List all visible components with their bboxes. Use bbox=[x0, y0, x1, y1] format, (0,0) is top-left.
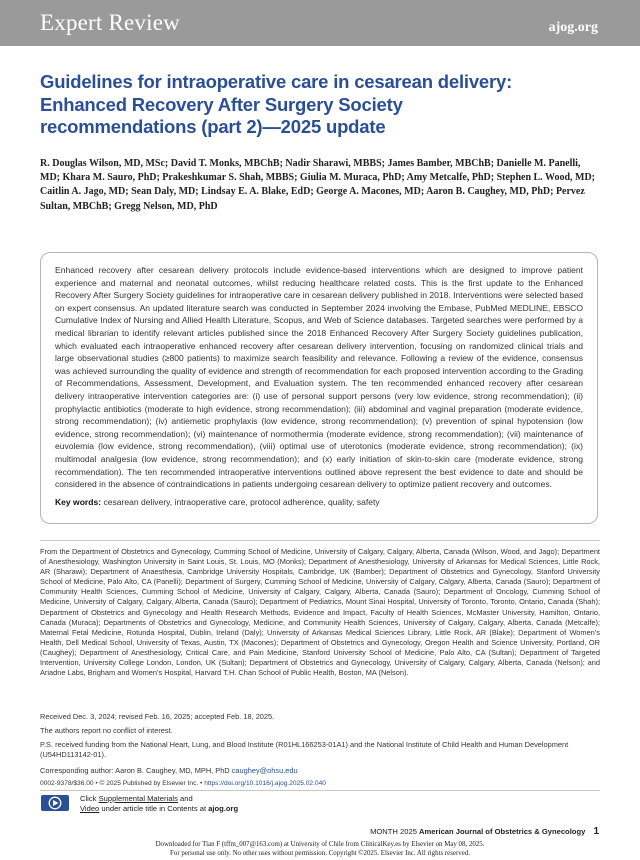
play-video-icon[interactable] bbox=[41, 795, 69, 811]
divider bbox=[40, 540, 600, 541]
supplemental-suffix-2: under article title in Contents at bbox=[99, 803, 209, 813]
video-link[interactable]: Video bbox=[80, 803, 100, 813]
article-title: Guidelines for intraoperative care in cesarean delivery: Enhanced Recovery After Surgery Society recommendations (part 2)—2025 update bbox=[40, 71, 513, 137]
keywords bbox=[55, 496, 583, 508]
section-banner bbox=[0, 0, 640, 46]
divider bbox=[40, 790, 600, 791]
conflict-statement: The authors report no conflict of interest. bbox=[40, 726, 173, 735]
download-notice-line-1: Downloaded for Tian F (tffm_007@163.com) at University of Chile from ClinicalKey.es by Elsevier on May 08, 2025. bbox=[155, 841, 485, 848]
abstract-text: Enhanced recovery after cesarean delivery protocols include evidence-based interventions which are designed to improve patient experience and maternal and neonatal outcomes, whilst reducing healthcare related costs. This is the first update to the Enhanced Recovery After Surgery Society guidelines for intraoperative care in cesarean delivery published in 2018. Interventions were selected based on expert consensus. An updated literature search was conducted in September 2024 involving the Embase, PubMed MEDLINE, EBSCO Cumulative Index of Nursing and Allied Health Literature, Scopus, and Web of Science databases. Targeted searches were performed by a medical librarian to identify relevant articles published since the 2018 Enhanced Recovery After Surgery Society guidelines publication, which evaluated each intraoperative enhanced recovery after cesarean delivery intervention, focusing on randomized clinical trials and large observational studies (≥800 patients) to maximize search feasibility and relevance. Following a review of the evidence, consensus was achieved surrounding the quality of evidence and strength of recommendation for each proposed intervention according to the Grading of Recommendations, Assessment, Development, and Evaluation system. The ten recommended enhanced recovery after cesarean delivery intraoperative intervention categories are: (i) use of personal support persons (very low evidence, strong recommendation); (ii) prophylactic antibiotics (moderate to high evidence, strong recommendation); (iii) abdominal and vaginal preparation (moderate evidence, strong recommendation); (iv) antiemetic prophylaxis (low evidence, strong recommendation); (v) prevention of spinal hypotension (low evidence, strong recommendation); (vi) maintenance of normothermia (moderate evidence, strong recommendation); (vii) maintenance of euvolemia (low evidence, strong recommendation), (viii) optimal use of uterotonics (moderate evidence, strong recommendation); (ix) multimodal analgesia (low evidence, strong recommendation); and (x) early initiation of skin-to-skin care (moderate evidence, strong recommendation). The ten recommended intraoperative interventions outlined above represent the best evidence to date and should be considered in the absence of contraindications in patients undergoing cesarean delivery to optimize patient recovery and outcomes. bbox=[55, 265, 583, 490]
corresponding-email[interactable]: caughey@ohsu.edu bbox=[231, 766, 298, 775]
affiliations: From the Department of Obstetrics and Gynecology, Cumming School of Medicine, University of Calgary, Calgary, Alberta, Canada (Wilson, Wood, and Jago); Department of Anesthesiology, Washington University in Saint Louis, St. Louis, MO (Monks); Department of Anesthesiology, University of Arkansas for Medical Sciences, Little Rock, AR (Sharawi); Department of Anaesthesia, Cambridge University Hospitals, Cambridge, UK (Bamber); Department of Obstetrics and Gynecology, Stanford University School of Medicine, Palo Alto, CA (Panelli); Department of Surgery, Cumming School of Medicine, University of Calgary, Calgary, Alberta, Canada (Sauro); Department of Community Health Sciences, Cumming School of Medicine, University of Calgary, Calgary, Alberta, Canada (Sauro); Department of Oncology, Cumming School of Medicine, University of Calgary, Calgary, Alberta, Canada (Sauro); Department of Pediatrics, Mount Sinai Hospital, University of Toronto, Toronto, Ontario, Canada (Shah); Department of Obstetrics and Gynecology and Health Research Methods, Evidence and Impact, Faculty of Health Sciences, McMaster University, Hamilton, Ontario, Canada (Muraca); Departments of Obstetrics and Gynecology, Medicine, and Community Health Sciences, University of Calgary, Calgary, Alberta, Canada (Metcalfe); Maternal Fetal Medicine, Rotunda Hospital, Dublin, Ireland (Daly); University of Arkansas Medical Sciences Library, Little Rock, AR (Blake); Department of Women’s Health, Dell Medical School, University of Texas, Austin, TX (Macones); Department of Obstetrics and Gynecology, Oregon Health and Science University, Portland, OR (Caughey); Department of Anesthesiology, Critical Care, and Pain Medicine, Stanford University School of Medicine, Palo Alto, CA (Sultan); Department of Targeted Intervention, University College London, London, UK (Sultan); Department of Obstetrics and Gynecology, University of Calgary, Calgary, Alberta, Canada (Nelson); and Ariadne Labs, Brigham and Women’s Hospital, Harvard T.H. Chan School of Public Health, Boston, MA (Nelson). bbox=[40, 547, 600, 678]
funding-statement: P.S. received funding from the National Heart, Lung, and Blood Institute (R01HL166253-01A1) and the National Institute of Child Health and Human Development (U54HD113142-01). bbox=[40, 740, 569, 760]
supplemental-prefix: Click bbox=[80, 794, 99, 803]
supplemental-notice bbox=[80, 794, 238, 814]
abstract-box bbox=[40, 252, 598, 524]
page-footer bbox=[370, 826, 599, 837]
copyright-text: 0002-9378/$36.00 • © 2025 Published by Elsevier Inc. • bbox=[40, 780, 203, 787]
download-notice-line-2: For personal use only. No other uses without permission. Copyright ©2025. Elsevier Inc. All rights reserved. bbox=[170, 850, 470, 857]
contents-site[interactable]: ajog.org bbox=[208, 803, 239, 813]
section-label: Expert Review bbox=[40, 10, 180, 35]
issue-month: MONTH 2025 bbox=[370, 827, 417, 836]
supplemental-line-1 bbox=[80, 794, 238, 804]
copyright-line bbox=[40, 780, 600, 787]
page-number: 1 bbox=[593, 826, 599, 837]
keywords-label: Key words: bbox=[55, 496, 102, 507]
supplemental-materials-link[interactable]: Supplemental Materials bbox=[98, 794, 178, 803]
author-list: R. Douglas Wilson, MD, MSc; David T. Monks, MBChB; Nadir Sharawi, MBBS; James Bamber, MBChB; Danielle M. Panelli, MD; Khara M. Sauro, PhD; Prakeshkumar S. Shah, MBBS; Giulia M. Muraca, PhD; Amy Metcalfe, PhD; Stephen L. Wood, MD; Caitlin A. Jago, MD; Sean Daly, MD; Lindsay E. A. Blake, EdD; George A. Macones, MD; Aaron B. Caughey, MD, PhD; Pervez Sultan, MBChB; Gregg Nelson, MD, PhD bbox=[40, 158, 596, 212]
journal-site[interactable]: ajog.org bbox=[548, 20, 598, 35]
supplemental-line-2 bbox=[80, 804, 238, 814]
corresponding-label: Corresponding author: Aaron B. Caughey, MD, MPH, PhD bbox=[40, 766, 230, 775]
journal-name: American Journal of Obstetrics & Gynecology bbox=[419, 827, 586, 836]
received-dates: Received Dec. 3, 2024; revised Feb. 16, 2025; accepted Feb. 18, 2025. bbox=[40, 712, 275, 721]
keywords-text: cesarean delivery, intraoperative care, protocol adherence, quality, safety bbox=[103, 496, 380, 507]
supplemental-suffix: and bbox=[177, 794, 193, 803]
corresponding-author bbox=[40, 766, 600, 776]
doi-link[interactable]: https://doi.org/10.1016/j.ajog.2025.02.040 bbox=[204, 780, 326, 787]
